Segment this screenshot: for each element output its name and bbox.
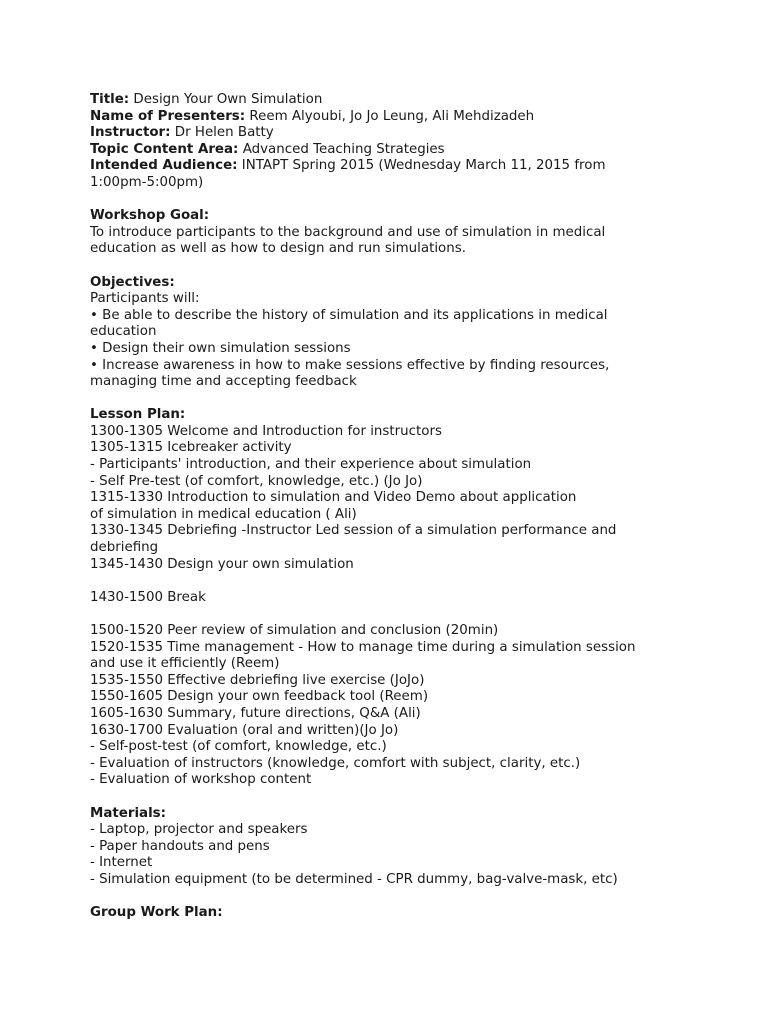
group-work-section — [90, 905, 690, 922]
lesson-plan-line: of simulation in medical education ( Ali) — [90, 506, 357, 522]
goal-section — [90, 208, 690, 258]
lesson-plan-section — [90, 407, 690, 789]
lesson-plan-line: - Participants' introduction, and their experience about simulation — [90, 457, 532, 473]
lesson-plan-line: 1535-1550 Effective debriefing live exercise (JoJo) — [90, 672, 425, 688]
objectives-section — [90, 275, 690, 391]
objectives-line: • Be able to describe the history of simulation and its applications in medical — [90, 307, 608, 323]
spacer — [90, 573, 690, 590]
objectives-line: Participants will: — [90, 291, 200, 307]
document-page — [90, 92, 690, 922]
lesson-plan-line: 1605-1630 Summary, future directions, Q&A (Ali) — [90, 705, 421, 721]
objectives-line: managing time and accepting feedback — [90, 374, 357, 390]
lesson-plan-line: - Self Pre-test (of comfort, knowledge, etc.) (Jo Jo) — [90, 473, 423, 489]
presenters-line — [90, 109, 690, 126]
audience-value-line1: INTAPT Spring 2015 (Wednesday March 11, 2015 from — [241, 158, 606, 174]
title-label: Title: — [90, 92, 130, 107]
goal-text-line: education as well as how to design and run simulations. — [90, 241, 466, 257]
lesson-plan-line: 1630-1700 Evaluation (oral and written)(Jo Jo) — [90, 722, 399, 738]
objectives-heading: Objectives: — [90, 274, 175, 290]
materials-section — [90, 806, 690, 889]
lesson-plan-heading: Lesson Plan: — [90, 407, 186, 423]
spacer — [90, 789, 690, 806]
materials-line: - Laptop, projector and speakers — [90, 822, 308, 838]
group-work-heading: Group Work Plan: — [90, 905, 223, 921]
lesson-plan-line: - Evaluation of instructors (knowledge, comfort with subject, clarity, etc.) — [90, 755, 581, 771]
spacer — [90, 391, 690, 408]
instructor-value: Dr Helen Batty — [174, 125, 274, 141]
spacer — [90, 889, 690, 906]
presenters-label: Name of Presenters: — [90, 108, 246, 124]
instructor-line — [90, 125, 690, 142]
spacer — [90, 192, 690, 209]
title-line — [90, 92, 690, 109]
lesson-plan-line: - Self-post-test (of comfort, knowledge, etc.) — [90, 739, 387, 755]
lesson-plan-line: 1430-1500 Break — [90, 589, 206, 605]
lesson-plan-line: 1330-1345 Debriefing -Instructor Led session of a simulation performance and — [90, 523, 617, 539]
goal-heading: Workshop Goal: — [90, 208, 210, 224]
title-value: Design Your Own Simulation — [133, 92, 323, 107]
lesson-plan-line: and use it efficiently (Reem) — [90, 656, 280, 672]
objectives-line: education — [90, 324, 157, 340]
objectives-line: • Increase awareness in how to make sessions effective by finding resources, — [90, 357, 610, 373]
materials-line: - Simulation equipment (to be determined - CPR dummy, bag-valve-mask, etc) — [90, 871, 618, 887]
materials-line: - Paper handouts and pens — [90, 838, 270, 854]
goal-text-line: To introduce participants to the background and use of simulation in medical — [90, 224, 606, 240]
audience-label: Intended Audience: — [90, 158, 238, 174]
audience-line — [90, 158, 690, 175]
presenters-value: Reem Alyoubi, Jo Jo Leung, Ali Mehdizadeh — [249, 108, 535, 124]
materials-heading: Materials: — [90, 805, 166, 821]
lesson-plan-line: 1305-1315 Icebreaker activity — [90, 440, 292, 456]
instructor-label: Instructor: — [90, 125, 171, 141]
topic-line — [90, 142, 690, 159]
lesson-plan-line: debriefing — [90, 540, 159, 556]
audience-line-continued — [90, 175, 690, 192]
lesson-plan-line: 1550-1605 Design your own feedback tool (Reem) — [90, 689, 429, 705]
audience-value-line2: 1:00pm-5:00pm) — [90, 174, 204, 190]
objectives-line: • Design their own simulation sessions — [90, 340, 351, 356]
lesson-plan-line: - Evaluation of workshop content — [90, 772, 312, 788]
topic-value: Advanced Teaching Strategies — [242, 141, 445, 157]
materials-line: - Internet — [90, 855, 153, 871]
lesson-plan-line: 1345-1430 Design your own simulation — [90, 556, 354, 572]
spacer — [90, 606, 690, 623]
spacer — [90, 258, 690, 275]
topic-label: Topic Content Area: — [90, 141, 239, 157]
lesson-plan-line: 1300-1305 Welcome and Introduction for instructors — [90, 423, 442, 439]
lesson-plan-line: 1520-1535 Time management - How to manage time during a simulation session — [90, 639, 636, 655]
header-section — [90, 92, 690, 192]
lesson-plan-line: 1315-1330 Introduction to simulation and Video Demo about application — [90, 490, 577, 506]
lesson-plan-line: 1500-1520 Peer review of simulation and conclusion (20min) — [90, 623, 499, 638]
